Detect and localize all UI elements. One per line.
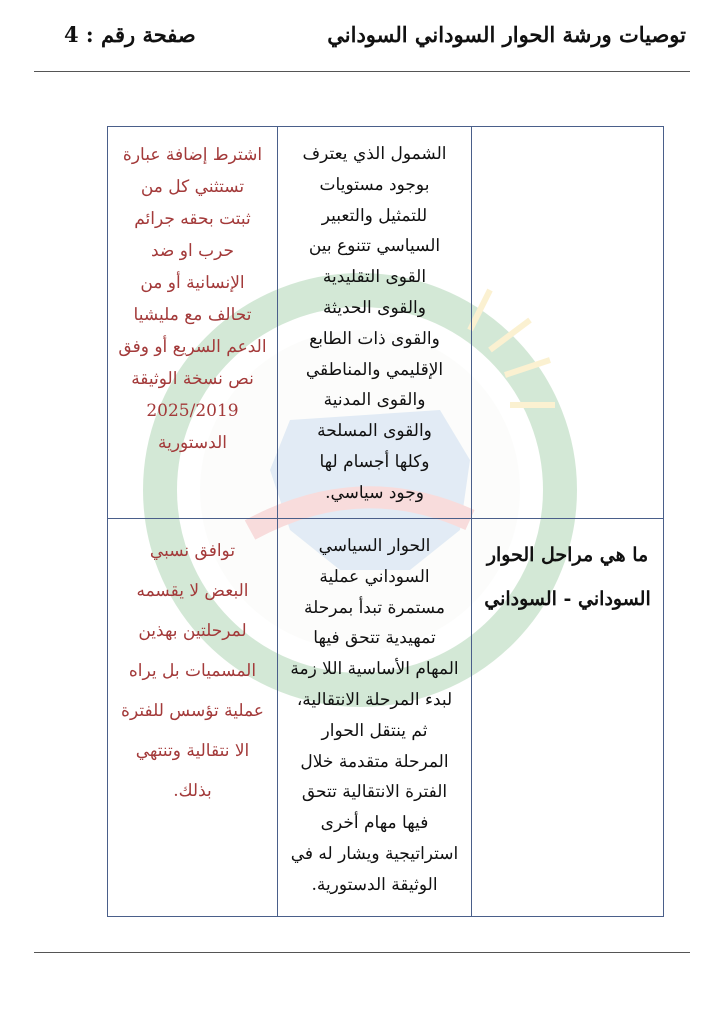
recommendation-text: الحوار السياسي السوداني عملية مستمرة تبدأ بمرحلة تمهيدية تتحق فيها المهام الأساسية اللا زمة لبدء المرحلة الانتقالية، ثم ينتقل الحوار المرحلة متقدمة خلال الفترة الانتقالية تتحق فيها مهام أخرى استراتيجية ويشار له في الوثيقة الدستورية.	[290, 536, 459, 895]
page-number: صفحة رقم : 4	[64, 22, 196, 47]
page-header	[0, 0, 724, 72]
recommendation-text: الشمول الذي يعترف بوجود مستويات للتمثيل والتعبير السياسي تتنوع بين القوى التقليدية والقوى الحديثة والقوى ذات الطابع الإقليمي والمناطقي والقوى المدنية والقوى المسلحة وكلها أجسام لها وجود سياسي.	[302, 144, 447, 503]
remark-text: اشترط إضافة عبارة تستثني كل من ثبتت بحقه جرائم حرب او ضد الإنسانية أو من تحالف مع مليشيا الدعم السريع أو وفق نص نسخة الوثيقة 2025/2019 الدستورية	[118, 145, 267, 453]
recommendation-cell	[278, 519, 472, 917]
table-row	[108, 519, 664, 917]
remark-cell	[108, 519, 278, 917]
remark-cell	[108, 127, 278, 519]
table-row	[108, 127, 664, 519]
remark-text: توافق نسبي البعض لا يقسمه لمرحلتين بهذين المسميات بل يراه عملية تؤسس للفترة الا نتقالية وتنتهي بذلك.	[121, 541, 264, 801]
document-title: توصيات ورشة الحوار السوداني السوداني	[327, 22, 686, 47]
question-text: ما هي مراحل الحوار السوداني - السوداني	[484, 544, 651, 610]
recommendation-cell	[278, 127, 472, 519]
footer-divider	[34, 952, 690, 953]
question-text	[480, 139, 655, 141]
header-divider	[34, 71, 690, 72]
recommendations-table	[107, 126, 664, 917]
question-cell	[472, 127, 664, 519]
question-cell	[472, 519, 664, 917]
